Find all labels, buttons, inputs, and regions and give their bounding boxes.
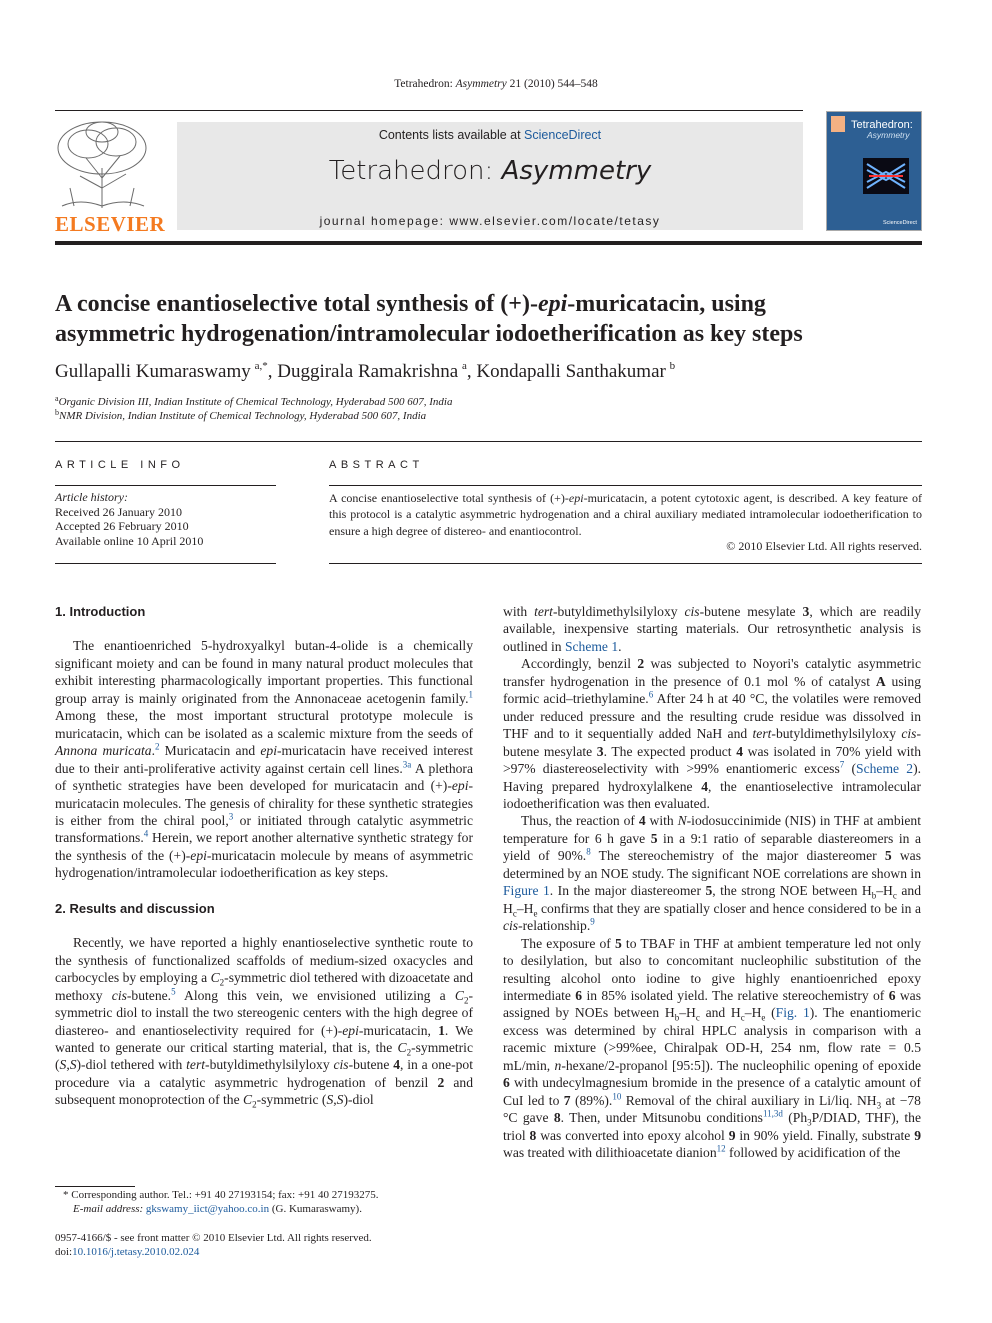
copyright: © 2010 Elsevier Ltd. All rights reserved. — [726, 539, 922, 553]
email-link[interactable]: gkswamy_iict@yahoo.co.in — [145, 1203, 270, 1215]
divider — [55, 563, 276, 564]
divider — [329, 485, 922, 486]
author-name: Kondapalli Santhakumar — [476, 361, 666, 382]
section-heading: 1. Introduction — [55, 604, 146, 619]
sciencedirect-link[interactable]: ScienceDirect — [524, 128, 602, 142]
journal-homepage[interactable]: journal homepage: www.elsevier.com/locate/tetasy — [319, 214, 661, 228]
author-list: Gullapalli Kumaraswamy $^{a,*}$, Duggirala Ramakrishna $^a$, Kondapalli Santhakumar $^b$ — [55, 360, 676, 382]
article-history: Article history: Received 26 January 2010 Accepted 26 February 2010 Available online 10 April 2010 — [55, 490, 204, 548]
cover-title: Tetrahedron: — [851, 119, 913, 131]
header-rule — [55, 110, 803, 111]
contents-line: Contents lists available at ScienceDirect — [378, 128, 602, 142]
divider — [55, 485, 276, 486]
publisher-name: ELSEVIER — [55, 212, 166, 236]
abstract-text: A concise enantioselective total synthesis of (+)-epi-muricatacin, a potent cytotoxic agent, is described. A key feature of this protocol is a catalytic asymmetric hydrogenation and a chiral auxiliary mediated intramolecular iodoetherification to ensure a high degree of distereo- and enantiocontrol. — [329, 491, 923, 538]
affiliation-a: $^a$Organic Division III, Indian Institute of Chemical Technology, Hyderabad 500 607, India — [55, 394, 453, 408]
cover-artwork — [863, 158, 909, 194]
section-heading: 2. Results and discussion — [55, 900, 215, 916]
journal-cover-image — [826, 111, 922, 231]
corresponding-author-footnote: * Corresponding author. Tel.: +91 40 27193154; fax: +91 40 27193275. E-mail address: gkswamy_iict@yahoo.co.in (G. Kumaraswamy). — [63, 1189, 379, 1215]
body-left-column: 1. Introduction The enantioenriched 5-hydroxyalkyl butan-4-olide is a chemically significant moiety and can be found in many natural product molecules that exhibit interesting pharmacologically important properties. This functional group array is mainly originated from the Annonaceae acetogenin family.$^1$ Among these, the most important structural prototype molecule is muricatacin, which can be isolated as a scalemic mixture from the seeds of Annona muricata.$^2$ Muricatacin and epi-muricatacin have received interest due to their anti-proliferative activity against certain cell lines.$^{3a}$ A plethora of synthetic strategies have been developed for muricatacin and (+)-epi-muricatacin molecules. The genesis of chirality for these synthetic strategies is either from the chiral pool,$^3$ or initiated through catalytic asymmetric transformations.$^4$ Herein, we report another alternative synthetic strategy for the synthesis of the (+)-epi-muricatacin molecule by means of asymmetric hydrogenation/intramolecular iodoetherification as key steps. 2. Results and discussion Recently, we have reported a highly enantioselective synthetic route to the synthesis of functionalized scaffolds of medium-sized oxacycles and carbocycles by employing a $C_2$-symmetric diol tethered with dizoacetate and methoxy cis-butene.$^5$ Along this vein, we envisioned utilizing a $C_2$-symmetric diol to install the two stereogenic centers with the high degree of diastereo- and enantioselectivity required for (+)-epi-muricatacin, 1. We wanted to generate our critical starting material, that is, the $C_2$-symmetric (S,S)-diol tethered with tert-butyldimethylsilyloxy cis-butene 4, in a one-pot procedure via a catalytic asymmetric hydrogenation of benzil 2 and subsequent monoprotection of the $C_2$-symmetric (S,S)-diol — [55, 604, 474, 1111]
issn-doi: 0957-4166/$ - see front matter © 2010 Elsevier Ltd. All rights reserved. doi:10.1016/j.tetasy.2010.02.024 — [55, 1232, 372, 1258]
journal-banner — [177, 122, 803, 230]
cover-subtitle: Asymmetry — [867, 130, 910, 140]
journal-title: Tetrahedron: Asymmetry — [328, 156, 652, 186]
article-title: A concise enantioselective total synthesis of (+)-epi-muricatacin, using asymmetric hydrogenation/intramolecular iodoetherification as key steps — [55, 291, 803, 347]
body-right-column: with tert-butyldimethylsilyloxy cis-butene mesylate 3, which are readily available, inexpensive starting materials. Our retrosynthetic analysis is outlined in Scheme 1. Accordingly, benzil 2 was subjected to Noyori's catalytic asymmetric transfer hydrogenation in the presence of 0.1 mol % of catalyst A using formic acid–triethylamine.$^6$ After 24 h at 40 °C, the volatiles were removed under reduced pressure and the resulting crude residue was dissolved in THF and to it sequentially added NaH and tert-butyldimethylsilyloxy cis-butene mesylate 3. The expected product 4 was isolated in 70% yield with >97% diastereoselectivity with >99% enantiomeric excess$^7$ (Scheme 2). Having prepared hydroxylalkene 4, the enantioselective intramolecular iodoetherification was then evaluated. Thus, the reaction of 4 with N-iodosuccinimide (NIS) in THF at ambient temperature for 6 h gave 5 in a 9:1 ratio of separable diastereomers in a yield of 90%.$^8$ The stereochemistry of the major diastereomer 5 was determined by an NOE study. The significant NOE correlations are shown in Figure 1. In the major diastereomer 5, the strong NOE between $H_b-H_c$ and $H_c-H_e$ confirms that they are spatially closer and hence considered to be in a cis-relationship.$^9$ The exposure of 5 to TBAF in THF at ambient temperature led not only to desilylation, but also to concomitant nucleophilic substitution of the resulting alcohol onto iodine to give highly enantioenriched epoxy intermediate 6 in 85% isolated yield. The relative stereochemistry of 6 was assigned by NOEs between $H_b-H_c$ and $H_c-H_e$ (Fig. 1). The enantiomeric excess was determined by chiral HPLC analysis in comparison with a racemic mixture (>99%ee, Chiralpak OD-H, 254 nm, flow rate = 0.5 mL/min, n-hexane/2-propanol [95:5]). The nucleophilic opening of epoxide 6 with undecylmagnesium bromide in the presence of a catalytic amount of CuI led to 7 (89%).$^{10}$ Removal of the chiral auxiliary in Li/liq. $NH_3$ at −78 °C gave 8. Then, under Mitsunobu conditions$^{11,3d}$ ($Ph_3P$/DIAD, THF), the triol 8 was converted into epoxy alcohol 9 in 90% yield. Finally, substrate 9 was treated with dilithioacetate dianion$^{12}$ followed by acidification of the — [503, 604, 922, 1161]
author-name: Gullapalli Kumaraswamy — [55, 361, 251, 382]
header-thick-rule — [55, 241, 922, 245]
article-info-heading: ARTICLE INFO — [55, 459, 185, 471]
divider — [329, 563, 922, 564]
affiliation-b: $^b$NMR Division, Indian Institute of Chemical Technology, Hyderabad 500 607, India — [55, 408, 427, 422]
footnote-rule — [55, 1186, 135, 1187]
divider — [55, 441, 922, 442]
doi-link[interactable]: 10.1016/j.tetasy.2010.02.024 — [72, 1246, 200, 1258]
journal-citation: Tetrahedron: Asymmetry 21 (2010) 544–548 — [394, 78, 598, 90]
cover-publisher-mark — [831, 116, 845, 132]
cover-footer: ScienceDirect — [883, 220, 917, 226]
abstract-heading: ABSTRACT — [329, 459, 424, 471]
author-name: Duggirala Ramakrishna — [277, 361, 459, 382]
